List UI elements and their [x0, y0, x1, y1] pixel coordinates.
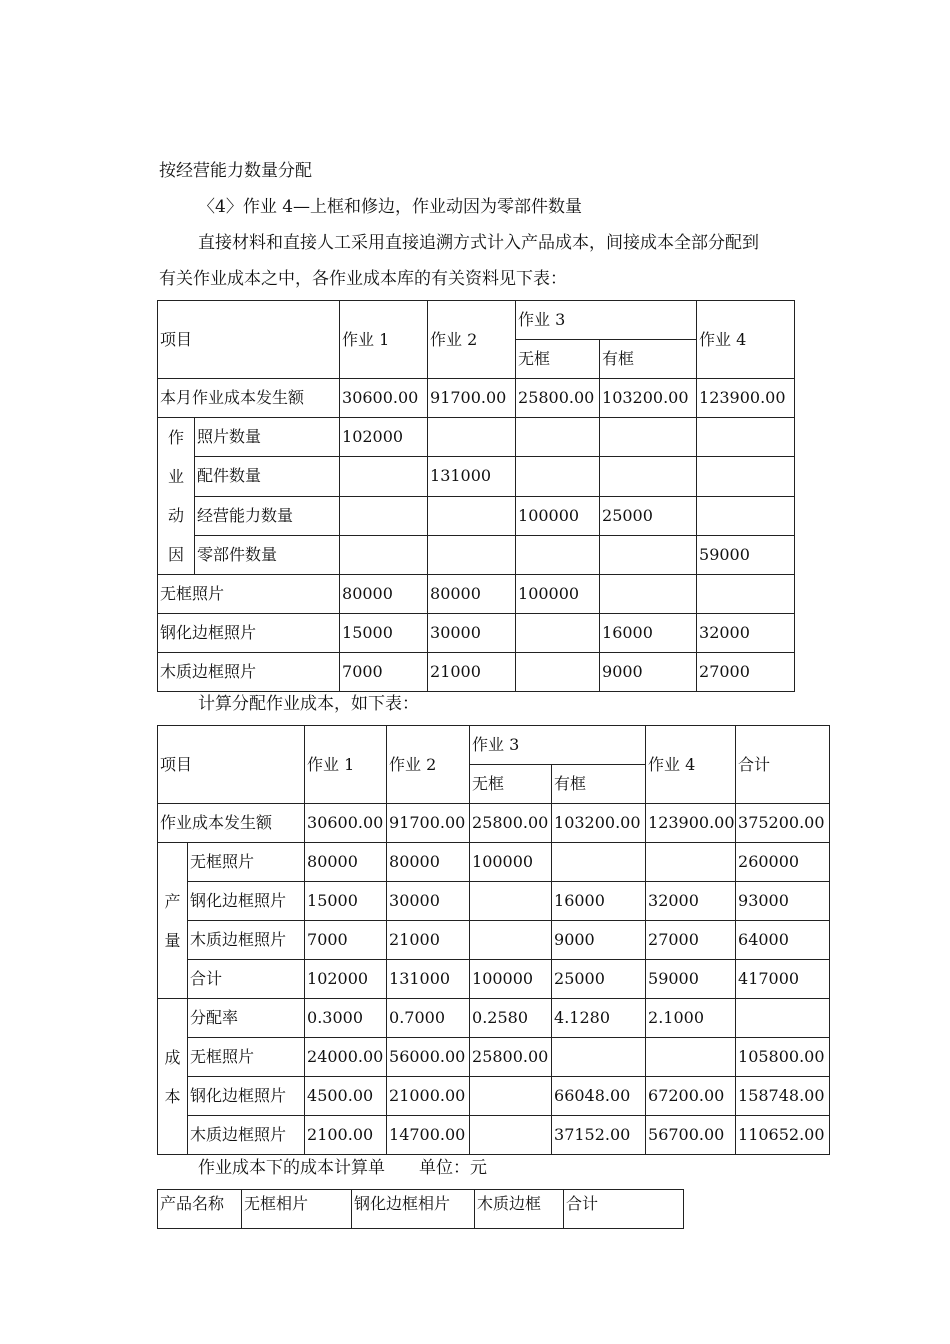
cell — [470, 882, 552, 921]
row-label: 无框照片 — [188, 843, 305, 882]
cell: 4500.00 — [305, 1077, 387, 1116]
table-row — [158, 1190, 684, 1229]
cell: 7000 — [340, 653, 428, 692]
cell: 102000 — [305, 960, 387, 999]
cell: 80000 — [305, 843, 387, 882]
row-label: 作业成本发生额 — [158, 804, 305, 843]
paragraph-line-3: 直接材料和直接人工采用直接追溯方式计入产品成本，间接成本全部分配到 — [198, 233, 759, 253]
cell: 21000 — [428, 653, 516, 692]
paragraph-line-6: 作业成本下的成本计算单 单位：元 — [198, 1158, 487, 1178]
row-label: 无框照片 — [188, 1038, 305, 1077]
cell: 15000 — [340, 614, 428, 653]
cell: 14700.00 — [387, 1116, 470, 1155]
header-no-frame-photo: 无框相片 — [242, 1190, 352, 1229]
cell — [600, 575, 697, 614]
header-no-frame: 无框 — [470, 765, 552, 804]
paragraph-line-5: 计算分配作业成本，如下表： — [198, 694, 419, 714]
cell: 110652.00 — [736, 1116, 830, 1155]
cell — [600, 535, 697, 574]
row-label: 钢化边框照片 — [188, 882, 305, 921]
cell: 56000.00 — [387, 1038, 470, 1077]
cell: 100000 — [516, 496, 600, 535]
table-row — [158, 960, 830, 999]
cell: 15000 — [305, 882, 387, 921]
cell: 260000 — [736, 843, 830, 882]
cell: 80000 — [340, 575, 428, 614]
table-row — [158, 1116, 830, 1155]
cell: 100000 — [470, 960, 552, 999]
cell — [428, 418, 516, 457]
table-row — [158, 575, 795, 614]
header-activity-2: 作业 2 — [428, 301, 516, 379]
cost-allocation-table — [157, 725, 830, 1155]
cell: 30000 — [428, 614, 516, 653]
cell: 0.2580 — [470, 999, 552, 1038]
cell: 158748.00 — [736, 1077, 830, 1116]
cell — [470, 1077, 552, 1116]
table-row — [158, 882, 830, 921]
cell — [697, 418, 795, 457]
cell: 16000 — [552, 882, 646, 921]
cell: 103200.00 — [600, 379, 697, 418]
header-with-frame: 有框 — [552, 765, 646, 804]
cell: 21000.00 — [387, 1077, 470, 1116]
cell: 9000 — [552, 921, 646, 960]
table-row — [158, 614, 795, 653]
header-total: 合计 — [564, 1190, 684, 1229]
cell — [646, 1038, 736, 1077]
cell — [600, 418, 697, 457]
paragraph-line-4: 有关作业成本之中，各作业成本库的有关资料见下表： — [159, 269, 567, 289]
header-total: 合计 — [736, 726, 830, 804]
header-activity-4: 作业 4 — [697, 301, 795, 379]
cell — [470, 921, 552, 960]
cell: 123900.00 — [697, 379, 795, 418]
table-row — [158, 804, 830, 843]
cell: 93000 — [736, 882, 830, 921]
cell — [697, 575, 795, 614]
cell: 375200.00 — [736, 804, 830, 843]
cell: 30600.00 — [340, 379, 428, 418]
table-row — [158, 921, 830, 960]
cell — [516, 653, 600, 692]
row-label: 配件数量 — [195, 457, 340, 496]
cell: 2.1000 — [646, 999, 736, 1038]
table-row — [158, 418, 795, 457]
cell — [340, 496, 428, 535]
cell — [516, 535, 600, 574]
row-label: 零部件数量 — [195, 535, 340, 574]
cell: 25800.00 — [470, 804, 552, 843]
cell: 30600.00 — [305, 804, 387, 843]
cell: 9000 — [600, 653, 697, 692]
cell: 0.3000 — [305, 999, 387, 1038]
cell — [428, 535, 516, 574]
table-row — [158, 457, 795, 496]
cell: 100000 — [470, 843, 552, 882]
cell: 105800.00 — [736, 1038, 830, 1077]
cell: 27000 — [697, 653, 795, 692]
cell: 131000 — [387, 960, 470, 999]
activity-driver-table — [157, 300, 795, 692]
cell: 100000 — [516, 575, 600, 614]
cell — [428, 496, 516, 535]
header-item: 项目 — [158, 301, 340, 379]
paragraph-line-2: 〈4〉作业 4—上框和修边，作业动因为零部件数量 — [198, 197, 583, 217]
row-label: 木质边框照片 — [158, 653, 340, 692]
header-activity-1: 作业 1 — [305, 726, 387, 804]
row-label: 钢化边框照片 — [158, 614, 340, 653]
table-row — [158, 1038, 830, 1077]
row-label: 照片数量 — [195, 418, 340, 457]
driver-group-label: 作 业 动 因 — [158, 418, 195, 575]
cell: 27000 — [646, 921, 736, 960]
cell: 2100.00 — [305, 1116, 387, 1155]
cell — [697, 457, 795, 496]
cell — [516, 614, 600, 653]
cell: 24000.00 — [305, 1038, 387, 1077]
cell: 417000 — [736, 960, 830, 999]
cell: 66048.00 — [552, 1077, 646, 1116]
cell: 80000 — [387, 843, 470, 882]
cell: 21000 — [387, 921, 470, 960]
cell: 16000 — [600, 614, 697, 653]
header-activity-3: 作业 3 — [470, 726, 646, 765]
header-activity-4: 作业 4 — [646, 726, 736, 804]
cell: 80000 — [428, 575, 516, 614]
cell: 32000 — [646, 882, 736, 921]
cell: 102000 — [340, 418, 428, 457]
cell: 25000 — [552, 960, 646, 999]
row-label: 合计 — [188, 960, 305, 999]
table-row — [158, 496, 795, 535]
cell: 25000 — [600, 496, 697, 535]
row-label: 木质边框照片 — [188, 921, 305, 960]
header-activity-3: 作业 3 — [516, 301, 697, 340]
cell — [646, 843, 736, 882]
row-label: 分配率 — [188, 999, 305, 1038]
header-activity-1: 作业 1 — [340, 301, 428, 379]
header-steel-frame-photo: 钢化边框相片 — [352, 1190, 475, 1229]
cell: 25800.00 — [470, 1038, 552, 1077]
cell: 37152.00 — [552, 1116, 646, 1155]
cell — [516, 457, 600, 496]
header-activity-2: 作业 2 — [387, 726, 470, 804]
table-row — [158, 999, 830, 1038]
table-row — [158, 1077, 830, 1116]
header-wood-frame: 木质边框 — [475, 1190, 564, 1229]
row-label: 木质边框照片 — [188, 1116, 305, 1155]
cell: 64000 — [736, 921, 830, 960]
paragraph-line-1: 按经营能力数量分配 — [159, 161, 312, 181]
cell: 7000 — [305, 921, 387, 960]
cell: 56700.00 — [646, 1116, 736, 1155]
cell: 59000 — [697, 535, 795, 574]
row-label: 本月作业成本发生额 — [158, 379, 340, 418]
cell: 67200.00 — [646, 1077, 736, 1116]
cell — [340, 535, 428, 574]
row-label: 钢化边框照片 — [188, 1077, 305, 1116]
cell — [340, 457, 428, 496]
row-label: 无框照片 — [158, 575, 340, 614]
table-row — [158, 653, 795, 692]
header-product-name: 产品名称 — [158, 1190, 242, 1229]
cell — [552, 1038, 646, 1077]
cost-calculation-sheet-table — [157, 1189, 684, 1229]
cell — [600, 457, 697, 496]
cell: 0.7000 — [387, 999, 470, 1038]
row-label: 经营能力数量 — [195, 496, 340, 535]
cell — [516, 418, 600, 457]
header-item: 项目 — [158, 726, 305, 804]
table-row — [158, 379, 795, 418]
table-row — [158, 535, 795, 574]
output-group-label: 产 量 — [158, 843, 188, 999]
cell — [736, 999, 830, 1038]
cell: 103200.00 — [552, 804, 646, 843]
cell — [470, 1116, 552, 1155]
cell: 59000 — [646, 960, 736, 999]
cell: 123900.00 — [646, 804, 736, 843]
cell: 30000 — [387, 882, 470, 921]
cell: 131000 — [428, 457, 516, 496]
cost-group-label: 成 本 — [158, 999, 188, 1155]
cell — [552, 843, 646, 882]
cell: 25800.00 — [516, 379, 600, 418]
cell: 91700.00 — [387, 804, 470, 843]
cell: 32000 — [697, 614, 795, 653]
cell: 91700.00 — [428, 379, 516, 418]
cell — [697, 496, 795, 535]
table-row — [158, 843, 830, 882]
header-with-frame: 有框 — [600, 340, 697, 379]
cell: 4.1280 — [552, 999, 646, 1038]
header-no-frame: 无框 — [516, 340, 600, 379]
